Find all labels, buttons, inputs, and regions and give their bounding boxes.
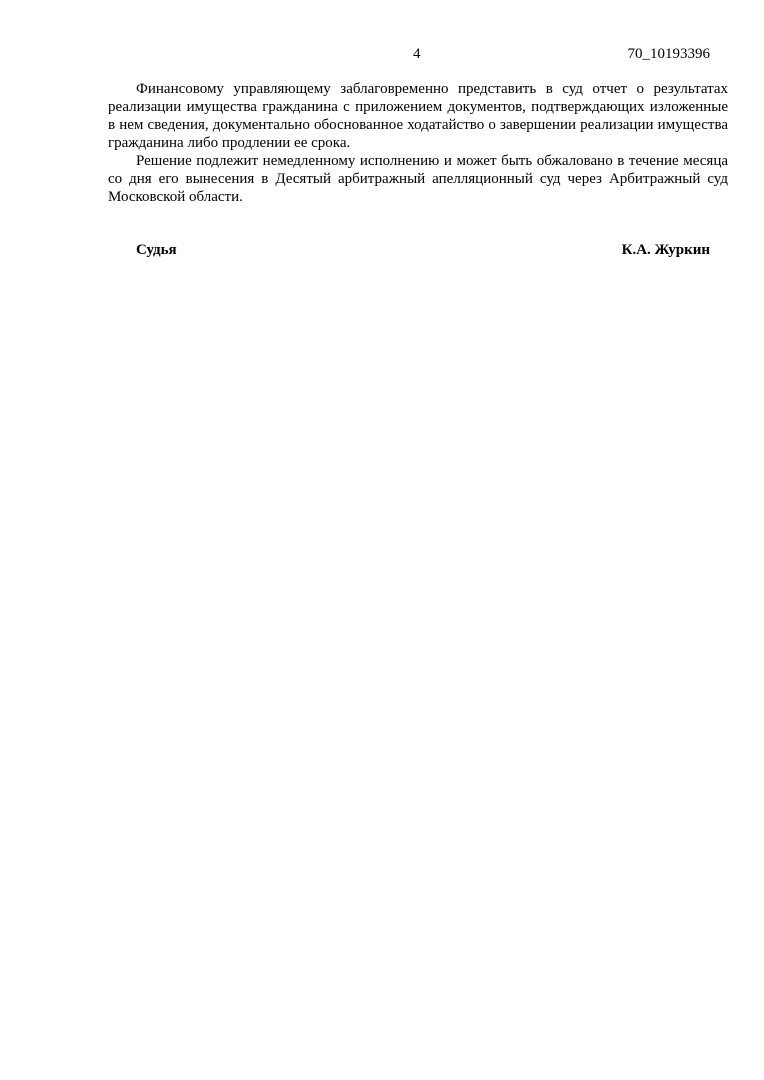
page-number: 4 [413, 46, 421, 62]
paragraph-report-instruction: Финансовому управляющему заблаговременно представить в суд отчет о результатах реализации имущества гражданина с приложением документов, подтверждающих изложенные в нем сведения, документально обоснованное ходатайство о завершении реализации имущества гражданина либо продлении ее срока. [108, 81, 728, 151]
signature-name: К.А. Журкин [621, 242, 710, 258]
paragraph-appeal-notice: Решение подлежит немедленному исполнению и может быть обжаловано в течение месяца со дня его вынесения в Десятый арбитражный апелляционный суд через Арбитражный суд Московской области. [108, 153, 728, 205]
document-body [108, 80, 728, 206]
signature-role: Судья [136, 242, 177, 258]
document-id: 70_10193396 [627, 46, 710, 62]
